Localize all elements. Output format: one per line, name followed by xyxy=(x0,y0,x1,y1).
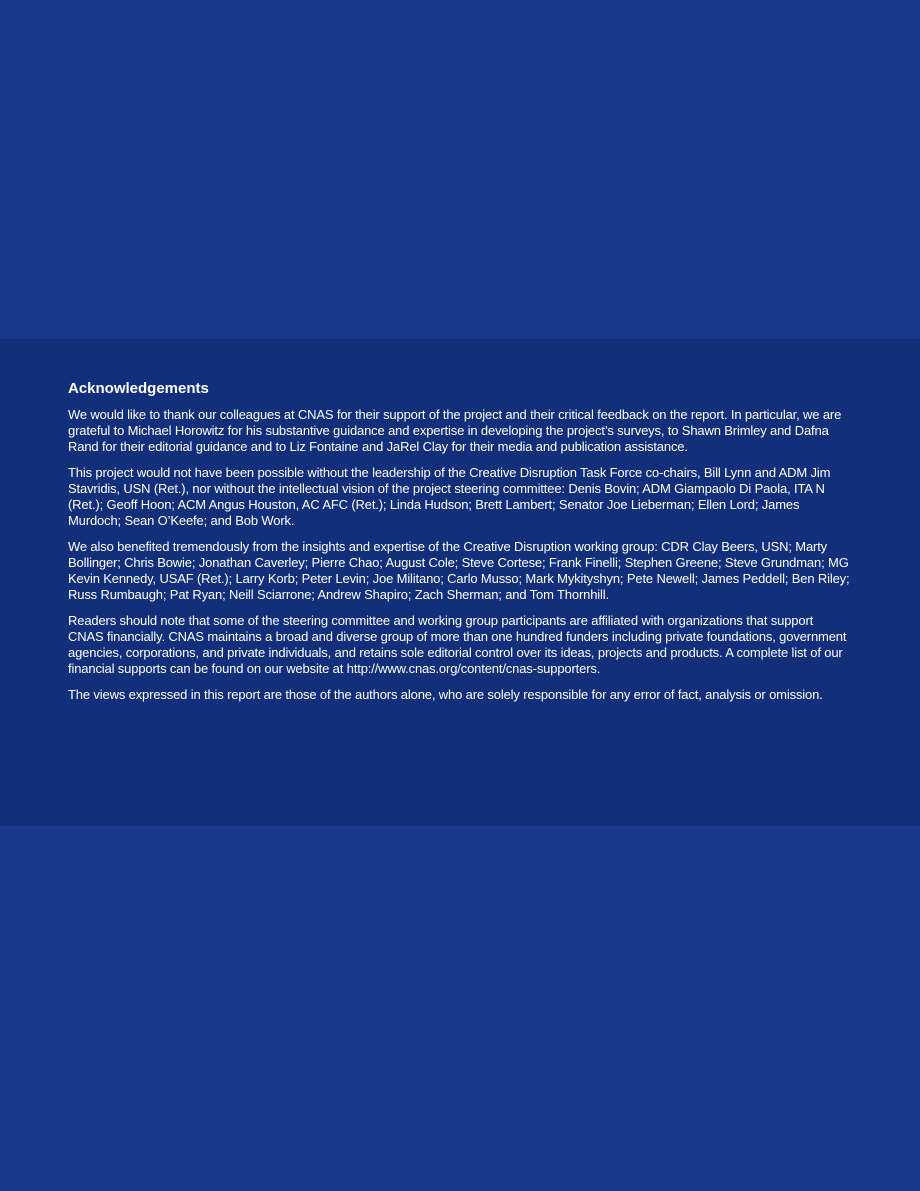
paragraph-funding-disclosure: Readers should note that some of the steering committee and working group participants are affiliated with organizations that support CNAS financially. CNAS maintains a broad and diverse group of more than one hundred funders including private foundations, government agencies, corporations, and private individuals, and retains sole editorial control over its ideas, projects and products. A complete list of our financial supports can be found on our website at http://www.cnas.org/content/cnas-supporters. xyxy=(68,613,847,676)
paragraph-steering-committee: This project would not have been possible without the leadership of the Creative Disruption Task Force co-chairs, Bill Lynn and ADM Jim Stavridis, USN (Ret.), nor without the intellectual vision of the project steering committee: Denis Bovin; ADM Giampaolo Di Paola, ITA N (Ret.); Geoff Hoon; ACM Angus Houston, AC AFC (Ret.); Linda Hudson; Brett Lambert; Senator Joe Lieberman; Ellen Lord; James Murdoch; Sean O’Keefe; and Bob Work. xyxy=(68,465,831,528)
paragraph-views-disclaimer: The views expressed in this report are those of the authors alone, who are solely responsible for any error of fact, analysis or omission. xyxy=(68,687,823,702)
paragraph-working-group: We also benefited tremendously from the insights and expertise of the Creative Disruption working group: CDR Clay Beers, USN; Marty Bollinger; Chris Bowie; Jonathan Caverley; Pierre Chao; August Cole; Steve Cortese; Frank Finelli; Stephen Greene; Steve Grundman; MG Kevin Kennedy, USAF (Ret.); Larry Korb; Peter Levin; Joe Militano; Carlo Musso; Mark Mykityshyn; Pete Newell; James Peddell; Ben Riley; Russ Rumbaugh; Pat Ryan; Neill Sciarrone; Andrew Shapiro; Zach Sherman; and Tom Thornhill. xyxy=(68,539,850,602)
paragraph-thanks: We would like to thank our colleagues at CNAS for their support of the project and their critical feedback on the report. In particular, we are grateful to Michael Horowitz for his substantive guidance and expertise in developing the project’s surveys, to Shawn Brimley and Dafna Rand for their editorial guidance and to Liz Fontaine and JaRel Clay for their media and publication assistance. xyxy=(68,407,842,454)
acknowledgements-section xyxy=(0,339,920,826)
section-title: Acknowledgements xyxy=(68,380,209,397)
